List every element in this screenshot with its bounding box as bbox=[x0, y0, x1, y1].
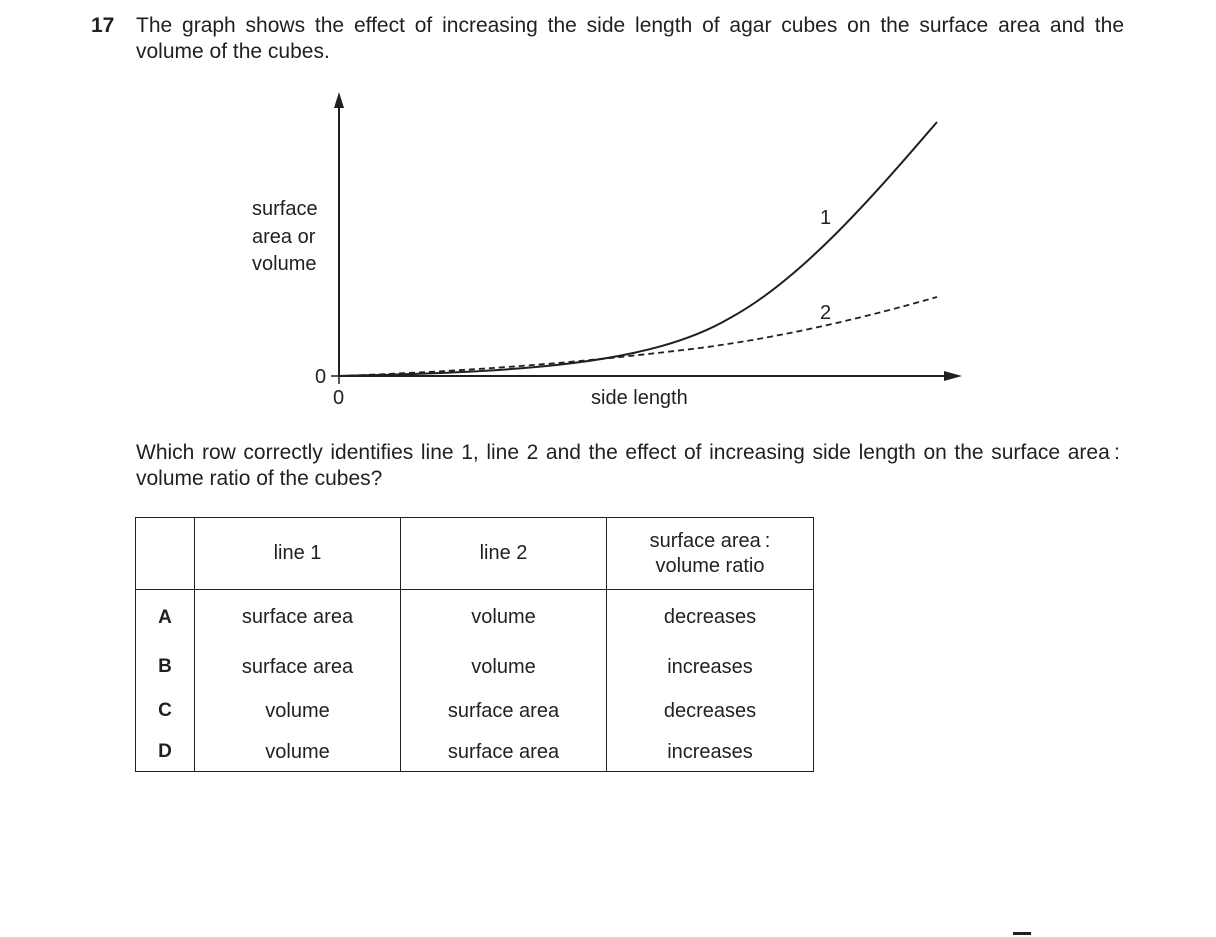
option-letter: C bbox=[136, 689, 195, 733]
option-line-1: volume bbox=[195, 689, 401, 733]
question-stem: The graph shows the effect of increasing the side length of agar cubes on the surface area and the volume of the cubes. bbox=[136, 14, 1124, 63]
y-axis-arrow bbox=[334, 92, 344, 108]
options-table bbox=[135, 517, 814, 772]
question-number: 17 bbox=[91, 14, 115, 37]
x-axis-arrow bbox=[944, 371, 962, 381]
series-label-2: 2 bbox=[820, 302, 832, 324]
option-line-1: surface area bbox=[195, 645, 401, 689]
x-axis-label: side length bbox=[591, 387, 688, 409]
y-origin-label: 0 bbox=[315, 366, 327, 388]
page-mark bbox=[1013, 932, 1031, 935]
header-line-1: line 1 bbox=[195, 518, 401, 590]
option-ratio: decreases bbox=[607, 590, 814, 646]
series-line-1 bbox=[339, 122, 937, 376]
table-row-c[interactable] bbox=[136, 689, 814, 733]
option-letter: D bbox=[136, 733, 195, 772]
option-line-1: volume bbox=[195, 733, 401, 772]
option-line-2: surface area bbox=[401, 689, 607, 733]
option-line-2: surface area bbox=[401, 733, 607, 772]
option-line-1: surface area bbox=[195, 590, 401, 646]
table-row-d[interactable] bbox=[136, 733, 814, 772]
table-row-a[interactable] bbox=[136, 590, 814, 646]
header-ratio-line-2: volume ratio bbox=[655, 554, 765, 577]
option-ratio: increases bbox=[607, 733, 814, 772]
header-ratio-line-1: surface area : bbox=[649, 529, 771, 552]
table-header-row bbox=[136, 518, 814, 590]
table-row-b[interactable] bbox=[136, 645, 814, 689]
header-line-2: line 2 bbox=[401, 518, 607, 590]
y-axis-label-line-3: volume bbox=[252, 253, 317, 275]
graph bbox=[0, 0, 1216, 420]
option-ratio: decreases bbox=[607, 689, 814, 733]
x-origin-label: 0 bbox=[333, 387, 345, 409]
question-prompt: Which row correctly identifies line 1, line 2 and the effect of increasing side length on the surface area : volume ratio of the cubes? bbox=[136, 441, 1124, 490]
header-ratio bbox=[607, 518, 814, 590]
y-axis-label-line-1: surface bbox=[252, 198, 318, 220]
option-line-2: volume bbox=[401, 590, 607, 646]
series-label-1: 1 bbox=[820, 207, 832, 229]
header-cell-empty bbox=[136, 518, 195, 590]
y-axis-label-line-2: area or bbox=[252, 226, 316, 248]
option-ratio: increases bbox=[607, 645, 814, 689]
option-line-2: volume bbox=[401, 645, 607, 689]
option-letter: A bbox=[136, 590, 195, 646]
option-letter: B bbox=[136, 645, 195, 689]
series-line-2 bbox=[339, 297, 937, 376]
